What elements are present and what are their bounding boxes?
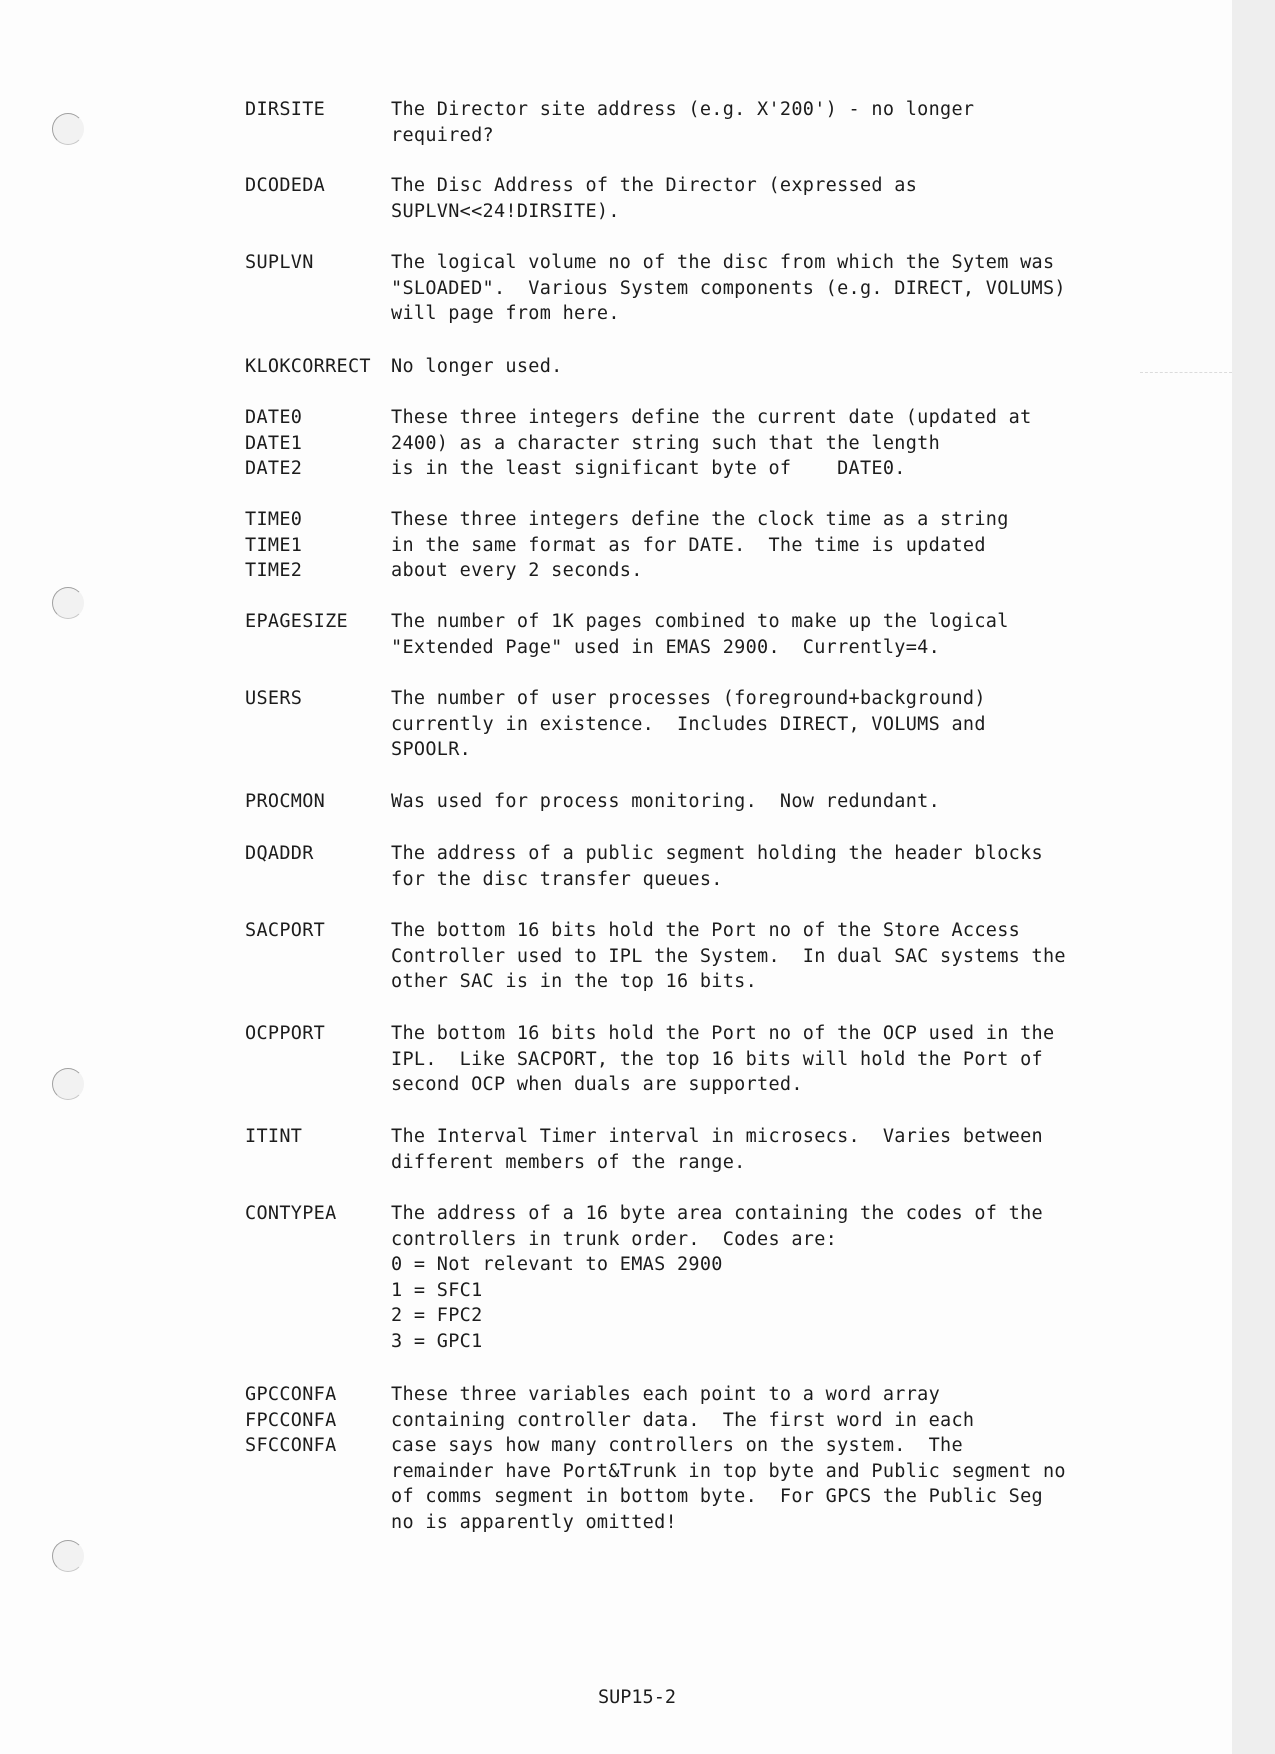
term: SFCCONFA	[245, 1435, 337, 1456]
description-line: The address of a 16 byte area containing the codes of the	[391, 1203, 1043, 1224]
description-line: The bottom 16 bits hold the Port no of the OCP used in the	[391, 1023, 1055, 1044]
description-line: The Disc Address of the Director (expressed as	[391, 175, 918, 196]
term-column	[245, 918, 395, 944]
description-line: second OCP when duals are supported.	[391, 1074, 803, 1095]
punch-hole	[52, 587, 84, 619]
term: USERS	[245, 688, 303, 709]
term: KLOKCORRECT	[245, 356, 371, 377]
term: FPCCONFA	[245, 1409, 337, 1431]
description-line: remainder have Port&Trunk in top byte and Public segment no	[391, 1460, 1066, 1482]
description-line: about every 2 seconds.	[391, 560, 643, 581]
term: SACPORT	[245, 920, 326, 941]
description-line: The bottom 16 bits hold the Port no of the Store Access	[391, 920, 1021, 941]
term-column	[245, 507, 395, 584]
term: DATE1	[245, 432, 303, 454]
description	[391, 97, 1151, 148]
punch-hole	[52, 1068, 84, 1100]
term: DIRSITE	[245, 99, 326, 120]
description-line: in the same format as for DATE. The time is updated	[391, 534, 986, 556]
term: EPAGESIZE	[245, 611, 348, 632]
description-line: The number of user processes (foreground+background)	[391, 688, 986, 709]
description	[391, 841, 1151, 892]
description	[391, 354, 1151, 380]
description-line: The logical volume no of the disc from which the Sytem was	[391, 252, 1055, 273]
punch-hole	[52, 113, 84, 145]
term: PROCMON	[245, 791, 326, 812]
description-line: required?	[391, 124, 494, 146]
term-column	[245, 841, 395, 867]
description	[391, 1021, 1151, 1098]
description-line: controllers in trunk order. Codes are:	[391, 1228, 838, 1250]
description-line: containing controller data. The first word in each	[391, 1409, 975, 1431]
term: DATE2	[245, 458, 303, 479]
description-line: will page from here.	[391, 303, 620, 324]
description-line: SUPLVN<<24!DIRSITE).	[391, 200, 620, 222]
description-line: "SLOADED". Various System components (e.g. DIRECT, VOLUMS)	[391, 277, 1066, 299]
term-column	[245, 1382, 395, 1459]
scan-artifact-rule	[1140, 372, 1232, 373]
term-column	[245, 405, 395, 482]
term: DQADDR	[245, 843, 314, 864]
description-line: is in the least significant byte of DATE0.	[391, 458, 906, 479]
description-line: case says how many controllers on the system. The	[391, 1435, 963, 1456]
description-line: different members of the range.	[391, 1151, 746, 1173]
description-line: 2400) as a character string such that the length	[391, 432, 941, 454]
description-line: The Director site address (e.g. X'200') - no longer	[391, 99, 975, 120]
term-column	[245, 173, 395, 199]
description-line: 1 = SFC1	[391, 1279, 483, 1301]
punch-hole	[52, 1540, 84, 1572]
description	[391, 250, 1151, 327]
term-column	[245, 789, 395, 815]
term: TIME2	[245, 560, 303, 581]
description	[391, 1124, 1151, 1175]
term: CONTYPEA	[245, 1203, 337, 1224]
description	[391, 1382, 1151, 1535]
description-line: "Extended Page" used in EMAS 2900. Currently=4.	[391, 636, 941, 658]
description	[391, 686, 1151, 763]
description-line: of comms segment in bottom byte. For GPCS the Public Seg	[391, 1486, 1043, 1507]
term: SUPLVN	[245, 252, 314, 273]
description-line: 2 = FPC2	[391, 1305, 483, 1326]
description	[391, 507, 1151, 584]
description-line: SPOOLR.	[391, 739, 472, 760]
description-line: no is apparently omitted!	[391, 1511, 677, 1533]
term: TIME1	[245, 534, 303, 556]
description-line: 0 = Not relevant to EMAS 2900	[391, 1254, 723, 1275]
description	[391, 405, 1151, 482]
term: DATE0	[245, 407, 303, 428]
term-column	[245, 1201, 395, 1227]
description	[391, 173, 1151, 224]
page-number: SUP15-2	[598, 1687, 676, 1708]
description-line: The number of 1K pages combined to make up the logical	[391, 611, 1009, 632]
description-line: The address of a public segment holding the header blocks	[391, 843, 1043, 864]
term-column	[245, 1124, 395, 1150]
description-line: No longer used.	[391, 356, 563, 377]
description	[391, 789, 1151, 815]
term: TIME0	[245, 509, 303, 530]
term-column	[245, 250, 395, 276]
description-line: These three integers define the current date (updated at	[391, 407, 1032, 428]
term: ITINT	[245, 1126, 303, 1147]
description-line: These three variables each point to a word array	[391, 1384, 941, 1405]
term-column	[245, 1021, 395, 1047]
description-line: 3 = GPC1	[391, 1330, 483, 1352]
description	[391, 1201, 1151, 1354]
description-line: The Interval Timer interval in microsecs. Varies between	[391, 1126, 1043, 1147]
term: OCPPORT	[245, 1023, 326, 1044]
term-column	[245, 609, 395, 635]
description-line: Was used for process monitoring. Now redundant.	[391, 791, 941, 812]
term-column	[245, 97, 395, 123]
description-line: Controller used to IPL the System. In dual SAC systems the	[391, 945, 1066, 967]
term: DCODEDA	[245, 175, 326, 196]
description-line: currently in existence. Includes DIRECT, VOLUMS and	[391, 713, 986, 735]
term-column	[245, 686, 395, 712]
description	[391, 918, 1151, 995]
term-column	[245, 354, 395, 380]
description-line: for the disc transfer queues.	[391, 868, 723, 890]
description-line: other SAC is in the top 16 bits.	[391, 971, 758, 992]
term: GPCCONFA	[245, 1384, 337, 1405]
description	[391, 609, 1151, 660]
description-line: These three integers define the clock time as a string	[391, 509, 1009, 530]
description-line: IPL. Like SACPORT, the top 16 bits will hold the Port of	[391, 1048, 1043, 1070]
